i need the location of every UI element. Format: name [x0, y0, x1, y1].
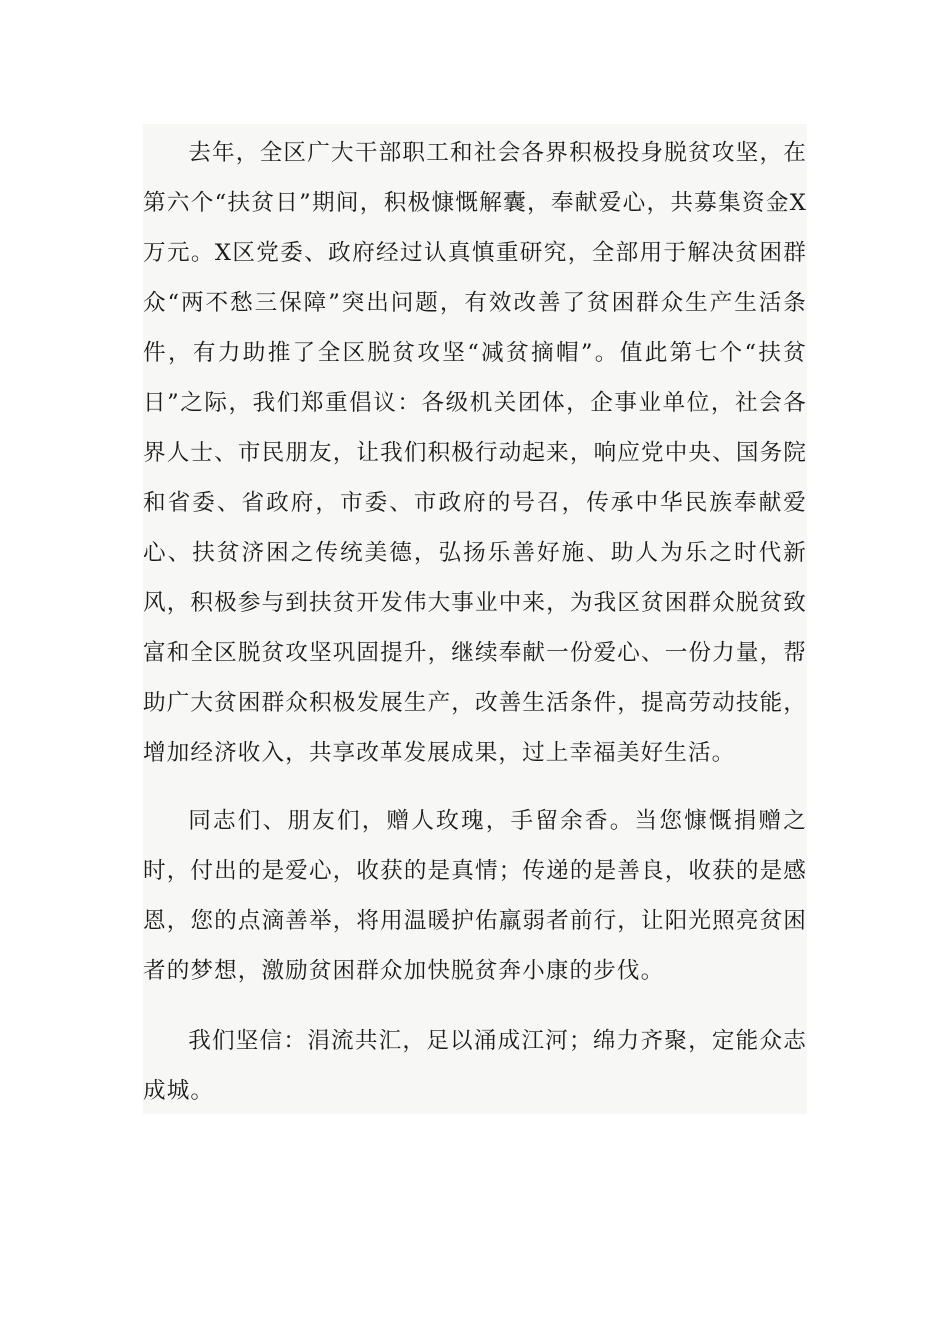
paragraph-1: 去年，全区广大干部职工和社会各界积极投身脱贫攻坚，在第六个“扶贫日”期间，积极慷慨解囊，奉献爱心，共募集资金X万元。X区党委、政府经过认真慎重研究，全部用于解决贫困群众“两不愁三保障”突出问题，有效改善了贫困群众生产生活条件，有力助推了全区脱贫攻坚“减贫摘帽”。值此第七个“扶贫日”之际，我们郑重倡议：各级机关团体，企事业单位，社会各界人士、市民朋友，让我们积极行动起来，响应党中央、国务院和省委、省政府，市委、市政府的号召，传承中华民族奉献爱心、扶贫济困之传统美德，弘扬乐善好施、助人为乐之时代新风，积极参与到扶贫开发伟大事业中来，为我区贫困群众脱贫致富和全区脱贫攻坚巩固提升，继续奉献一份爱心、一份力量，帮助广大贫困群众积极发展生产，改善生活条件，提高劳动技能，增加经济收入，共享改革发展成果，过上幸福美好生活。 [143, 140, 807, 766]
text-block [143, 124, 807, 1114]
paragraph-2: 同志们、朋友们，赠人玫瑰，手留余香。当您慷慨捐赠之时，付出的是爱心，收获的是真情；传递的是善良，收获的是感恩，您的点滴善举，将用温暖护佑羸弱者前行，让阳光照亮贫困者的梦想，激励贫困群众加快脱贫奔小康的步伐。 [143, 808, 807, 984]
paragraph-3: 我们坚信：涓流共汇，足以涌成江河；绵力齐聚，定能众志成城。 [143, 1028, 807, 1104]
